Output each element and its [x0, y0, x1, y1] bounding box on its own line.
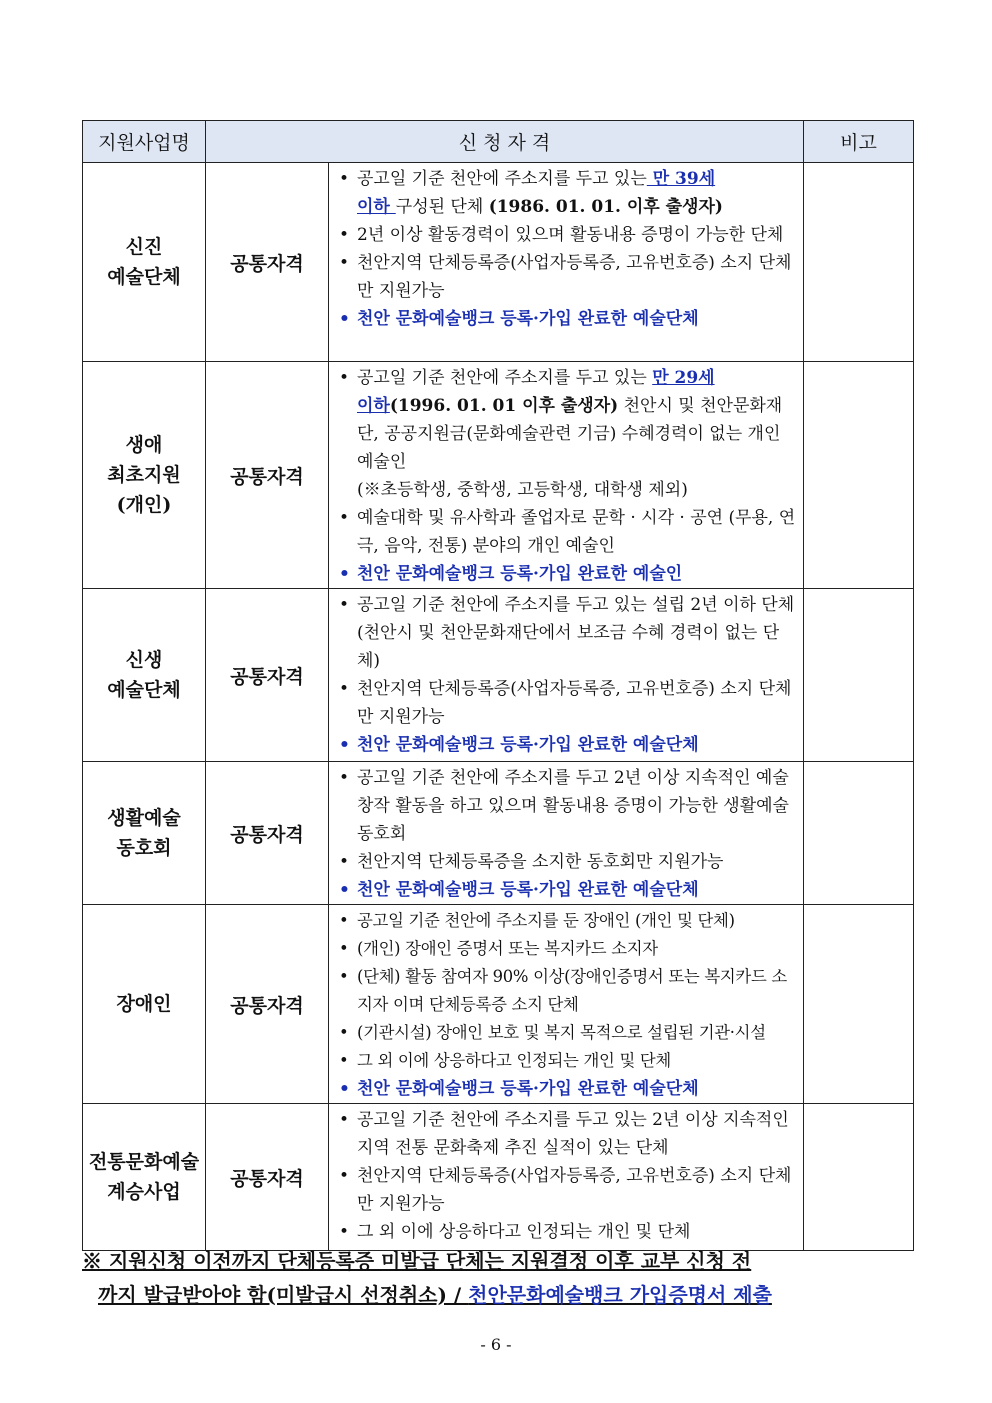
- qualification-list: [329, 905, 804, 1104]
- table-header-row: [83, 121, 914, 163]
- note-cell: [804, 163, 914, 362]
- table-row: [83, 762, 914, 905]
- program-name-line: 동호회: [116, 837, 172, 859]
- program-name-cell: [83, 905, 206, 1104]
- list-item: • (단체) 활동 참여자 90% 이상(장애인증명서 또는 복지카드 소지자 이며 단체등록증 소지 단체: [329, 963, 803, 1019]
- program-name-line: 신진: [125, 236, 163, 258]
- program-name-line: 예술단체: [107, 266, 181, 288]
- note-cell: [804, 1104, 914, 1251]
- footnote-line-1: ※ 지원신청 이전까지 단체등록증 미발급 단체는 지원결정 이후 교부 신청 전: [82, 1249, 752, 1273]
- qualification-type: 공통자격: [206, 362, 329, 589]
- program-name-cell: [83, 1104, 206, 1251]
- list-item: • 천안지역 단체등록증(사업자등록증, 고유번호증) 소지 단체만 지원가능: [329, 675, 803, 731]
- note-cell: [804, 362, 914, 589]
- qualification-type: 공통자격: [206, 589, 329, 762]
- list-item: • 예술대학 및 유사학과 졸업자로 문학 · 시각 · 공연 (무용, 연극, 음악, 전통) 분야의 개인 예술인: [329, 504, 803, 560]
- footnote-line-2-text: 까지 발급받아야 함(미발급시 선정취소) /: [98, 1283, 469, 1307]
- list-item: • 천안 문화예술뱅크 등록·가입 완료한 예술단체: [329, 1075, 803, 1103]
- list-item: • 천안지역 단체등록증(사업자등록증, 고유번호증) 소지 단체만 지원가능: [329, 1162, 803, 1218]
- list-item: • 천안 문화예술뱅크 등록·가입 완료한 예술단체: [329, 305, 803, 333]
- list-item: • 공고일 기준 천안에 주소지를 두고 있는 만 29세 이하(1996. 01. 01 이후 출생자) 천안시 및 천안문화재단, 공공지원금(문화예술관련 기금) 수혜경력이 없는 개인 예술인 (※초등학생, 중학생, 고등학생, 대학생 제외): [329, 364, 803, 504]
- list-item: • 천안지역 단체등록증을 소지한 동호회만 지원가능: [329, 848, 803, 876]
- table-row: [83, 905, 914, 1104]
- table-row: [83, 1104, 914, 1251]
- qualification-list: [329, 1104, 804, 1251]
- program-name-cell: [83, 589, 206, 762]
- list-item: • 그 외 이에 상응하다고 인정되는 개인 및 단체: [329, 1047, 803, 1075]
- program-name-cell: [83, 163, 206, 362]
- program-name-line: 계승사업: [107, 1181, 181, 1203]
- note-cell: [804, 589, 914, 762]
- list-item: • 공고일 기준 천안에 주소지를 두고 2년 이상 지속적인 예술창작 활동을 하고 있으며 활동내용 증명이 가능한 생활예술동호회: [329, 764, 803, 848]
- list-item: • 천안 문화예술뱅크 등록·가입 완료한 예술단체: [329, 731, 803, 759]
- program-name-line: 장애인: [116, 993, 172, 1015]
- qualification-list: [329, 163, 804, 362]
- eligibility-table: [82, 120, 914, 1251]
- page-number: - 6 -: [480, 1335, 512, 1354]
- list-item: • 공고일 기준 천안에 주소지를 두고 있는 설립 2년 이하 단체(천안시 및 천안문화재단에서 보조금 수혜 경력이 없는 단체): [329, 591, 803, 675]
- program-name-cell: [83, 762, 206, 905]
- qualification-type: 공통자격: [206, 1104, 329, 1251]
- list-item: • 천안 문화예술뱅크 등록·가입 완료한 예술인: [329, 560, 803, 588]
- list-item: • 공고일 기준 천안에 주소지를 두고 있는 2년 이상 지속적인 지역 전통 문화축제 추진 실적이 있는 단체: [329, 1106, 803, 1162]
- program-name-cell: [83, 362, 206, 589]
- list-item: • 천안지역 단체등록증(사업자등록증, 고유번호증) 소지 단체만 지원가능: [329, 249, 803, 305]
- header-program-name: 지원사업명: [83, 121, 206, 163]
- qualification-type: 공통자격: [206, 762, 329, 905]
- table-row: [83, 589, 914, 762]
- footnote-highlight: 천안문화예술뱅크 가입증명서 제출: [468, 1283, 772, 1307]
- footnote: [82, 1244, 914, 1312]
- qualification-list: [329, 762, 804, 905]
- header-qualification: 신 청 자 격: [206, 121, 804, 163]
- list-item: • (기관시설) 장애인 보호 및 복지 목적으로 설립된 기관·시설: [329, 1019, 803, 1047]
- qualification-list: [329, 362, 804, 589]
- program-name-line: (개인): [116, 494, 172, 516]
- list-item: • 공고일 기준 천안에 주소지를 두고 있는 만 39세 이하 구성된 단체 (1986. 01. 01. 이후 출생자): [329, 165, 803, 221]
- qualification-type: 공통자격: [206, 163, 329, 362]
- list-item: • (개인) 장애인 증명서 또는 복지카드 소지자: [329, 935, 803, 963]
- program-name-line: 신생: [125, 649, 163, 671]
- program-name-line: 생활예술: [107, 807, 181, 829]
- list-item: • 천안 문화예술뱅크 등록·가입 완료한 예술단체: [329, 876, 803, 904]
- program-name-line: 예술단체: [107, 679, 181, 701]
- table-row: [83, 163, 914, 362]
- list-item: • 그 외 이에 상응하다고 인정되는 개인 및 단체: [329, 1218, 803, 1246]
- program-name-line: 전통문화예술: [88, 1151, 200, 1173]
- header-note: 비고: [804, 121, 914, 163]
- note-cell: [804, 762, 914, 905]
- program-name-line: 생애: [125, 434, 163, 456]
- list-item: • 2년 이상 활동경력이 있으며 활동내용 증명이 가능한 단체: [329, 221, 803, 249]
- footnote-line-2: [82, 1278, 914, 1312]
- list-item: • 공고일 기준 천안에 주소지를 둔 장애인 (개인 및 단체): [329, 907, 803, 935]
- qualification-list: [329, 589, 804, 762]
- note-cell: [804, 905, 914, 1104]
- program-name-line: 최초지원: [107, 464, 181, 486]
- qualification-type: 공통자격: [206, 905, 329, 1104]
- table-row: [83, 362, 914, 589]
